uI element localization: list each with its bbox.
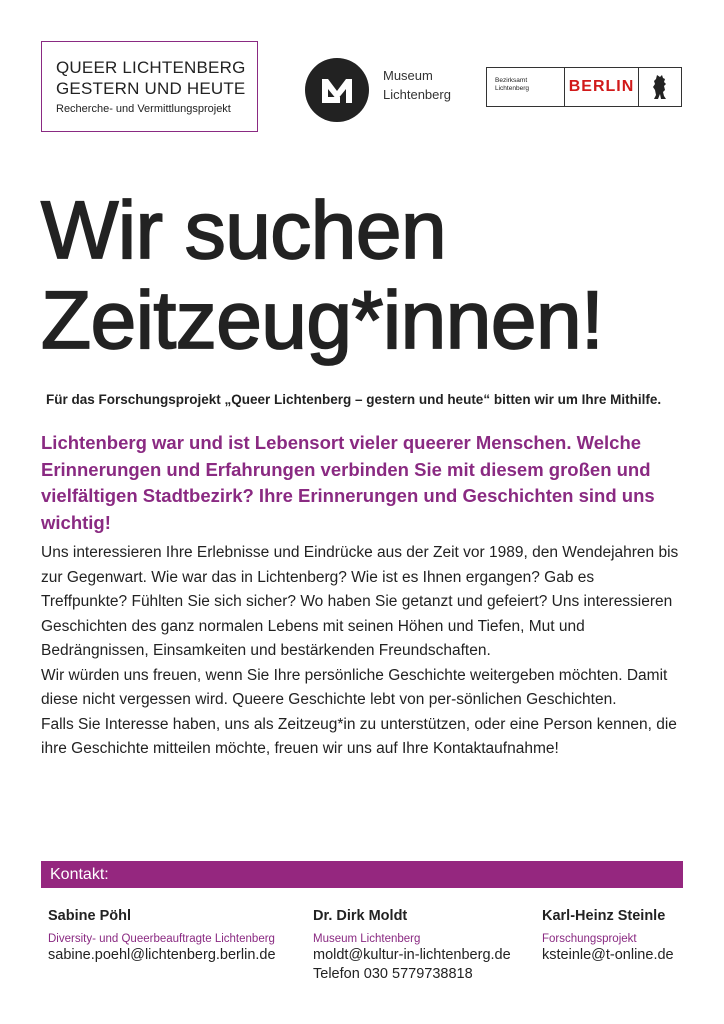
body-paragraph-1: Uns interessieren Ihre Erlebnisse und Eindrücke aus der Zeit vor 1989, den Wendejahren bis zur Gegenwart. Wie war das in Lichtenberg? Wie ist es Ihnen ergangen? Gab es Treffpunkte? Fühlten Sie sich sicher? Wo haben Sie getanzt und gefeiert? Uns interessieren Geschichten des ganz normalen Lebens mit seinen Höhen und Tiefen, Mut und Bedrängnissen, Einsamkeiten und bestärkenden Freundschaften. (41, 544, 679, 659)
contact-role: Forschungsprojekt (542, 933, 637, 945)
body-paragraph-3: Falls Sie Interesse haben, uns als Zeitzeug*in zu unterstützen, oder eine Person kennen, die ihre Geschichte mitteilen möchte, freuen wir uns auf Ihre Kontaktaufnahme! (41, 715, 677, 757)
subline: Für das Forschungsprojekt „Queer Lichtenberg – gestern und heute“ bitten wir um Ihre Mithilfe. (46, 392, 662, 407)
contact-role: Diversity- und Queerbeauftragte Lichtenberg (48, 933, 275, 945)
project-logo-box (41, 41, 258, 132)
lead-paragraph: Lichtenberg war und ist Lebensort vieler queerer Menschen. Welche Erinnerungen und Erfahrungen verbinden Sie mit diesem großen und vielfältigen Stadtbezirk? Ihre Erinnerungen und Geschichten sind uns wichtig! (41, 432, 655, 533)
project-title-line2: GESTERN UND HEUTE (56, 79, 246, 98)
headline (41, 186, 603, 366)
project-title-line1: QUEER LICHTENBERG (56, 58, 246, 77)
body-text (41, 541, 681, 762)
museum-name-line1: Museum (383, 68, 433, 83)
headline-line2: Zeitzeug*innen! (41, 275, 604, 366)
contact-name: Sabine Pöhl (48, 908, 131, 924)
museum-name (383, 66, 451, 104)
headline-line1: Wir suchen (41, 185, 447, 276)
district-office-line1: Bezirksamt (495, 77, 528, 84)
contact-phone[interactable]: Telefon 030 5779738818 (313, 966, 473, 982)
berlin-wordmark: BERLIN (565, 68, 639, 106)
contact-email[interactable]: sabine.poehl@lichtenberg.berlin.de (48, 947, 276, 963)
contact-role: Museum Lichtenberg (313, 933, 421, 945)
contact-email[interactable]: ksteinle@t-online.de (542, 947, 674, 963)
contact-card-3 (542, 906, 674, 965)
district-office-line2: Lichtenberg (495, 85, 529, 92)
contact-card-1 (48, 906, 276, 965)
district-logo-box (486, 67, 682, 107)
contact-heading-bar: Kontakt: (41, 861, 683, 888)
berlin-bear-icon (639, 68, 681, 106)
contact-name: Karl-Heinz Steinle (542, 908, 666, 924)
museum-logo-icon (304, 57, 370, 123)
contact-email[interactable]: moldt@kultur-in-lichtenberg.de (313, 947, 511, 963)
museum-name-line2: Lichtenberg (383, 87, 451, 102)
project-subtitle: Recherche- und Vermittlungsprojekt (56, 103, 231, 115)
district-office-label (487, 68, 565, 106)
body-paragraph-2: Wir würden uns freuen, wenn Sie Ihre persönliche Geschichte weitergeben möchten. Damit diese nicht vergessen wird. Queere Geschichte lebt von per-sönlichen Geschichten. (41, 666, 668, 708)
contact-name: Dr. Dirk Moldt (313, 908, 408, 924)
contact-card-2 (313, 906, 511, 984)
